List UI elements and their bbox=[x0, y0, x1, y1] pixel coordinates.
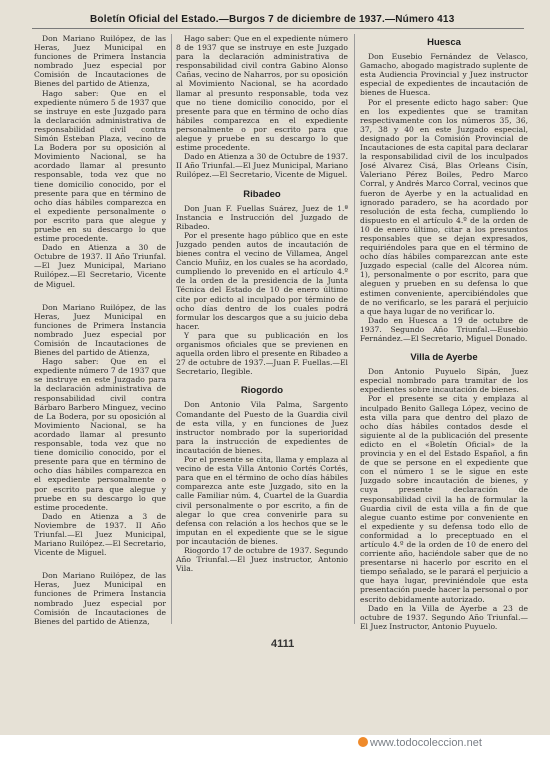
paragraph: Dado en Atienza a 3 de Noviembre de 1937. II Año Triunfal.—El Juez Municipal, Mariano Ruilópez.—El Secretario, Vicente de Miguel. bbox=[34, 511, 166, 558]
column-left bbox=[34, 34, 166, 634]
paragraph: Por el presente hago público que en este Juzgado penden autos de incautación de bienes contra el vecino de Villamea, Angel Cancio Muñiz, en los cuales se ha acordado, cumpliendo lo prevenido en el artículo 4.º de la orden de la presidencia de la Junta Técnica del Estado de 10 de enero último cite por edicto al inculpado por término de ocho días dentro de los cuales podrá formular los descargos que a su juicio deba hacer. bbox=[176, 230, 348, 331]
watermark-logo-icon bbox=[358, 737, 368, 747]
column-divider bbox=[171, 34, 172, 624]
paragraph: Don Antonio Vila Palma, Sargento Comandante del Puesto de la Guardia civil de esta villa, y en funciones de Juez instructor nombrado por la superioridad para la instrucción de expedientes de incautación de bienes. bbox=[176, 400, 348, 455]
column-right bbox=[360, 34, 528, 634]
paragraph: Don Mariano Ruilópez, de las Heras, Juez Municipal en funciones de Primera Instancia nombrado Juez especial por Comisión de Incautaciones de Bienes del partido de Atienza, bbox=[34, 302, 166, 358]
section-title-huesca: Huesca bbox=[427, 37, 461, 48]
paragraph: Por el presente se cita y emplaza al inculpado Benito Gallega López, vecino de esta villa para que dentro del plazo de ocho días hábiles contados desde el siguiente al de la publicación del presente edicto en el «Boletín Oficial» de la provincia y en el del Estado Español, a fin de que se persone en el expediente que con el número 1 se le sigue en este Juzgado sobre incautación de bienes, y cuya presente declaración de responsabilidad civil la ha de formular la Guardia civil de esta villa a fin de que alegue cuanto estime por conveniente en el expediente y su defensa todo ello de conformidad a lo preceptuado en el artículo 4.º de la orden de 10 de enero del corriente año, haciéndole saber que de no presentarse ni hacerlo por escrito en el tiempo señalado, se le parará el perjuicio a que haya lugar, previniéndole que esta presentación puede hacer la personal o por escrito debidamente autorizado. bbox=[360, 394, 528, 604]
watermark-text: www.todocoleccion.net bbox=[370, 737, 482, 749]
section-title-ayerbe: Villa de Ayerbe bbox=[410, 352, 478, 364]
paragraph: Riogordo 17 de octubre de 1937. Segundo Año Triunfal.—El Juez instructor, Antonio Vila. bbox=[176, 545, 348, 574]
paragraph: Hago saber: Que en el expediente número 5 de 1937 que se instruye en este Juzgado para la declaración administrativa de responsabilidad civil contra Simón Esteban Plaza, vecino de La Bodera por su oposición al Movimiento Nacional, se ha acordado llamar al presunto responsable, toda vez que no tiene domicilio conocido, por el presente para que en término de ocho días hábiles comparezca en el expediente personalmente o por escrito para que alegue y pruebe en su descargo lo que estime procedente. bbox=[34, 88, 166, 244]
paragraph: Hago saber: Que en el expediente número 8 de 1937 que se instruye en este Juzgado para la declaración administrativa de responsabilidad civil contra Gabino Alonso Cañas, vecino de Naharros, por su oposición al Movimiento Nacional, se ha acordado llamar al presunto responsable, toda vez que no tiene domicilio conocido, por el presente para que en término de ocho días hábiles comparezca en el expediente personalmente o por escrito para que alegue y pruebe en su descargo lo que estime procedente. bbox=[176, 34, 348, 153]
paragraph: Dado en Huesca a 19 de octubre de 1937. Segundo Año Triunfal.—Eusebio Fernández.—El Secretario, Miguel Donado. bbox=[360, 315, 528, 343]
paragraph: Y para que su publicación en los organismos oficiales que se previenen en aquella orden libro el presente en Ribadeo a 27 de octubre de 1937.—Juan F. Fuellas.—El Secretario, Ilegible. bbox=[176, 330, 348, 377]
paragraph: Don Juan F. Fuellas Suárez, Juez de 1.ª Instancia e Instrucción del Juzgado de Ribadeo. bbox=[176, 203, 348, 231]
paragraph: Don Mariano Ruilópez, de las Heras, Juez Municipal en funciones de Primera Instancia nombrado Juez especial por Comisión de Incautaciones de Bienes del partido de Atienza, bbox=[34, 571, 166, 626]
paragraph: Don Eusebio Fernández de Velasco, Gamacho, abogado magistrado suplente de esta Audiencia Provincial y Juez instructor especial de expedientes de incautación de bienes de Huesca. bbox=[360, 52, 528, 98]
page-number: 4111 bbox=[271, 638, 295, 650]
paragraph: Por el presente se cita, llama y emplaza al vecino de esta Villa Antonio Cortés Cortés, para que en el término de ocho días hábiles comparezca ante este Juzgado, sito en la calle Familiar núm. 4, Cuartel de la Guardia civil personalmente o por escrito, a fin de alegar lo que crea convenirle para su defensa con relación a los hechos que se le imputan en el expediente que se le sigue por incautación de bienes. bbox=[176, 455, 348, 546]
paragraph: Dado en Atienza a 30 de Octubre de 1937. II Año Triunfal.—El Juez Municipal, Mariano Ruilópez.—El Secretario, Vicente de Miguel. bbox=[34, 243, 166, 289]
section-title-riogordo: Riogordo bbox=[240, 385, 284, 397]
paragraph: Don Antonio Puyuelo Sipán, Juez especial nombrado para tramitar de los expedientes sobre incautación de bienes. bbox=[360, 367, 528, 395]
section-title-ribadeo: Ribadeo bbox=[243, 188, 281, 200]
column-divider bbox=[354, 34, 355, 624]
page-header: Boletín Oficial del Estado.—Burgos 7 de diciembre de 1937.—Número 413 bbox=[90, 14, 455, 25]
paragraph: Por el presente edicto hago saber: Que en los expedientes que se tramitan respectivamente con los números 35, 36, 37, 38 y 40 en este Juzgado especial, designado por la Comisión Provincial de Incautaciones de esta capital para declarar la responsabilidad civil de los inculpados José Alvarez Cisá, Blas Orleans Cisín, Valeriano Pérez Boiles, Pedro Marco Corral, y Andrés Marco Corral, vecinos que fueron de Ayerbe y en la actualidad en ignorado paradero, se ha acordado por resolución de esta fecha, cumpliendo lo dispuesto en el artículo 4.º de la orden de 10 de enero último, citar a los presuntos responsables que se dejan expresados, requiriéndoles para que en el término de ocho días hábiles comparezcan ante este Juzgado especial (calle del Alcorea núm. 1), personalmente o por escrito, para que aleguen y prueben en su defensa lo que estimen conveniente, apercibiéndoles que de no verificarlo, se les parará el perjuicio a que haya lugar de no verificar lo. bbox=[360, 97, 528, 316]
paragraph: Dado en Atienza a 30 de Octubre de 1937. II Año Triunfal.—El Juez Municipal, Mariano Ruilópez.—El Secretario, Vicente de Miguel. bbox=[176, 152, 348, 180]
column-middle bbox=[176, 34, 348, 604]
site-watermark bbox=[358, 737, 482, 749]
paragraph: Hago saber: Que en el expediente número 7 de 1937 que se instruye en este Juzgado para la declaración administrativa de responsabilidad civil contra Bárbaro Barbero Minguez, vecino de La Bodera, por su oposición al Movimiento Nacional, se ha acordado llamar al presunto responsable, toda vez que no tiene domicilio conocido, por el presente para que en término de ocho días hábiles comparezca en el expediente personalmente o por escrito para que alegue y pruebe en su descargo lo que estime procedente. bbox=[34, 357, 166, 512]
paragraph: Dado en la Villa de Ayerbe a 23 de octubre de 1937. Segundo Año Triunfal.—El Juez Instructor, Antonio Puyuelo. bbox=[360, 603, 528, 631]
paragraph: Don Mariano Ruilópez, de las Heras, Juez Municipal en funciones de Primera Instancia nombrado Juez especial por Comisión de Incautaciones de Bienes del partido de Atienza, bbox=[34, 34, 166, 89]
header-rule bbox=[32, 28, 524, 29]
